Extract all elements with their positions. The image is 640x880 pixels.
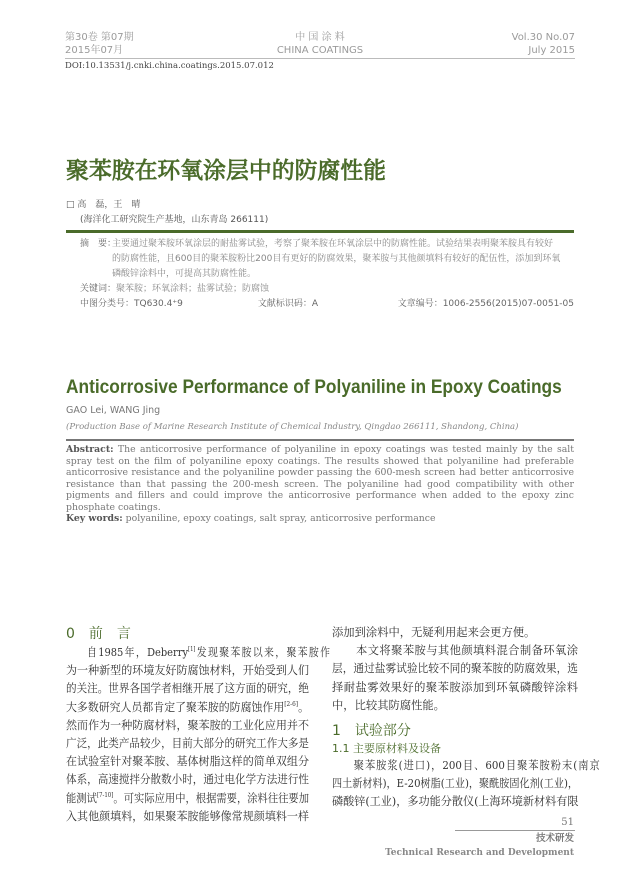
abstract-cn-line: 磷酸锌涂料中，可提高其防腐性能。 bbox=[112, 269, 257, 279]
keywords-cn-text: 聚苯胺；环氧涂料；盐雾试验；防腐蚀 bbox=[116, 284, 270, 294]
section-1-heading: 1 试验部分 bbox=[332, 723, 411, 740]
title-cn: 聚苯胺在环氧涂层中的防腐性能 bbox=[66, 158, 386, 184]
authors-cn: □ 高 磊，王 晴 bbox=[66, 200, 141, 210]
abstract-en bbox=[66, 444, 574, 513]
column-name-en: Technical Research and Development bbox=[385, 848, 574, 858]
column-name-cn: 技术研发 bbox=[535, 833, 574, 844]
text-line: 四土新材料)，E-20树脂(工业)，聚酰胺固化剂(工业)， bbox=[332, 777, 578, 791]
text-line: 体系，高速搅拌分散数小时，通过电化学方法进行性 bbox=[66, 773, 309, 787]
section-0-heading: 0 前 言 bbox=[66, 626, 131, 642]
keywords-en bbox=[66, 513, 574, 525]
section-0-text-continued bbox=[332, 624, 578, 715]
header-rule bbox=[65, 58, 575, 59]
journal-name-en: CHINA COATINGS bbox=[276, 45, 364, 56]
text: 。可实际应用中，根据需要，涂料往往要加 bbox=[113, 791, 309, 805]
text-line: 然而作为一种防腐材料，聚苯胺的工业化应用并不 bbox=[66, 718, 309, 732]
affiliation-cn: (海洋化工研究院生产基地，山东青岛 266111) bbox=[80, 215, 269, 225]
title-en: Anticorrosive Performance of Polyaniline in Epoxy Coatings bbox=[66, 377, 562, 398]
section-1-1-heading: 1.1 主要原材料及设备 bbox=[332, 742, 441, 756]
keywords-en-text: polyaniline, epoxy coatings, salt spray, anticorrosive performance bbox=[125, 513, 436, 524]
title-rule bbox=[66, 230, 574, 233]
right-column bbox=[332, 624, 600, 812]
page-number: 51 bbox=[561, 817, 574, 828]
text-line bbox=[66, 644, 330, 662]
text-line: 磷酸锌(工业)，多功能分散仪(上海环境新材料有限 bbox=[332, 795, 579, 809]
text-line: 在试验室针对聚苯胺、基体树脂这样的简单双组分 bbox=[66, 755, 309, 769]
text-line: 择耐盐雾效果好的聚苯胺添加到环氧磷酸锌涂料 bbox=[332, 680, 578, 694]
affiliation-en: (Production Base of Marine Research Institute of Chemical Industry, Qingdao 266111, Shandong, China) bbox=[66, 422, 519, 432]
keywords-cn bbox=[80, 282, 574, 297]
section-0-text bbox=[66, 644, 330, 826]
text: 自1985年，Deberry bbox=[86, 646, 189, 659]
journal-name-cn: 中 国 涂 料 bbox=[295, 32, 345, 43]
keywords-cn-label: 关键词： bbox=[80, 284, 117, 294]
text-line: 入其他颜填料，如果聚苯胺能够像常规颜填料一样 bbox=[66, 809, 309, 823]
citation: [1] bbox=[188, 646, 196, 653]
abstract-en-label: Abstract: bbox=[66, 444, 114, 455]
clc-number: 中图分类号：TQ630.4⁺9 bbox=[80, 299, 183, 309]
text-line: 聚苯胺浆(进口)，200目、600目聚苯胺粉末(南京 bbox=[353, 759, 600, 773]
footer-rule bbox=[455, 830, 575, 831]
abstract-cn-label: 摘 要： bbox=[80, 239, 117, 249]
text-line: 本文将聚苯胺与其他颜填料混合制备环氧涂 bbox=[356, 644, 578, 658]
date-cn: 2015年07月 bbox=[65, 45, 124, 56]
date-en: July 2015 bbox=[528, 45, 575, 56]
text-line: 为一种新型的环境友好防腐蚀材料，开始受到人们 bbox=[66, 664, 309, 678]
classification-row bbox=[80, 297, 574, 312]
abstract-cn-line: 的防腐性能，且600目的聚苯胺粉比200目有更好的防腐效果，聚苯胺与其他颜填料有较好的配伍性，添加到环氧 bbox=[112, 254, 561, 264]
text-line bbox=[66, 699, 309, 717]
keywords-en-label: Key words: bbox=[66, 513, 123, 524]
abstract-cn bbox=[112, 237, 574, 282]
volume-issue-en: Vol.30 No.07 bbox=[511, 32, 575, 43]
section-1-text bbox=[332, 757, 600, 812]
text-line: 添加到涂料中，无疑利用起来会更方便。 bbox=[332, 626, 536, 639]
title-block-cn bbox=[66, 156, 574, 312]
text: 发现聚苯胺以来，聚苯胺作 bbox=[195, 646, 330, 659]
text-line: 中，比较其防腐性能。 bbox=[332, 698, 445, 712]
document-code: 文献标识码：A bbox=[257, 299, 318, 309]
authors-en: GAO Lei, WANG Jing bbox=[66, 405, 161, 416]
abstract-rule bbox=[66, 439, 574, 441]
abstract-en-text: The anticorrosive performance of polyaniline in epoxy coatings was tested mainly by the salt spray test on the film of polyaniline epoxy coatings. The results showed that polyaniline had preferable anticorrosive resistance and the polyaniline powder passing the 600-mesh screen had better anticorrosive resistance than that passing the 200-mesh screen. The polyaniline had good compatibility with other pigments and fillers and could improve the anticorrosive performance when added to the epoxy zinc phosphate coatings. bbox=[66, 444, 574, 513]
text-line bbox=[66, 790, 309, 808]
citation: [7-10] bbox=[96, 791, 114, 799]
abstract-cn-line: 主要通过聚苯胺环氧涂层的耐盐雾试验，考察了聚苯胺在环氧涂层中的防腐性能。试验结果表明聚苯胺具有较好 bbox=[112, 239, 554, 249]
abstract-cn-block bbox=[66, 237, 574, 312]
volume-issue-cn: 第30卷 第07期 bbox=[65, 32, 134, 43]
left-column bbox=[66, 624, 330, 826]
text-line: 的关注。世界各国学者相继开展了这方面的研究，绝 bbox=[66, 682, 309, 696]
text: 。 bbox=[298, 700, 309, 714]
text-line: 广泛，此类产品较少，目前大部分的研究工作大多是 bbox=[66, 737, 309, 751]
title-block-en bbox=[66, 376, 574, 525]
text: 能测试 bbox=[66, 791, 97, 805]
doi: DOI:10.13531/j.cnki.china.coatings.2015.07.012 bbox=[65, 61, 274, 71]
text: 大多数研究人员都肯定了聚苯胺的防腐蚀作用 bbox=[66, 700, 285, 714]
citation: [2-6] bbox=[284, 700, 299, 708]
article-number: 文章编号：1006-2556(2015)07-0051-05 bbox=[397, 299, 574, 309]
text-line: 层，通过盐雾试验比较不同的聚苯胺的防腐效果，选 bbox=[332, 662, 578, 676]
